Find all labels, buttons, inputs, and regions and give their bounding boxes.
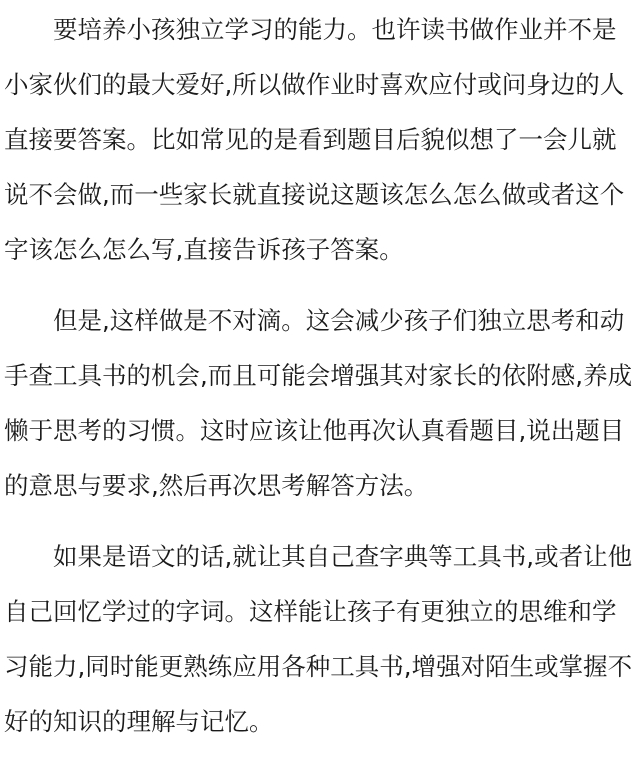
paragraph-1: 要培养小孩独立学习的能力。也许读书做作业并不是小家伙们的最大爱好,所以做作业时喜欢应付或问身边的人直接要答案。比如常见的是看到题目后貌似想了一会儿就说不会做,而一些家长就直接说这题该怎么怎么做或者这个字该怎么怎么写,直接告诉孩子答案。 [4, 15, 625, 264]
paragraph-2: 但是,这样做是不对滴。这会减少孩子们独立思考和动手查工具书的机会,而且可能会增强其对家长的依附感,养成懒于思考的习惯。这时应该让他再次认真看题目,说出题目的意思与要求,然后再次思考解答方法。 [4, 306, 633, 500]
paragraph-3: 如果是语文的话,就让其自己查字典等工具书,或者让他自己回忆学过的字词。这样能让孩子有更独立的思维和学习能力,同时能更熟练应用各种工具书,增强对陌生或掌握不好的知识的理解与记忆。 [4, 542, 633, 736]
